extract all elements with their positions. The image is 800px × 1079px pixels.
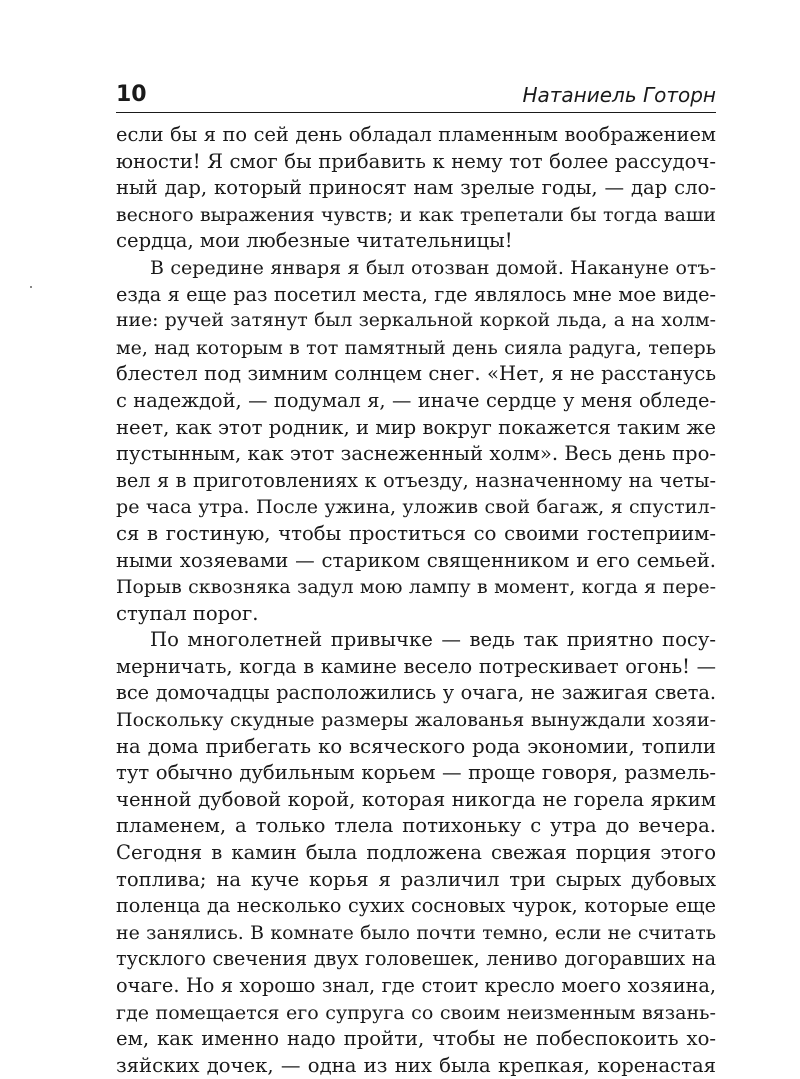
text-line: мерничать, когда в камине весело потрескивает огонь! —: [116, 654, 716, 678]
text-line: Сегодня в камин была подложена свежая порция этого: [116, 841, 716, 865]
text-line: По многолетней привычке — ведь так приятно посу-: [150, 628, 716, 652]
text-line: тусклого свечения двух головешек, лениво догоравших на: [116, 947, 716, 971]
text-line: пустынным, как этот заснеженный холм». Весь день про-: [116, 442, 716, 466]
text-line: зяйских дочек, — одна из них была крепкая, коренастая: [116, 1053, 716, 1077]
text-line: поленца да несколько сухих сосновых чурок, которые еще: [116, 894, 716, 918]
margin-speck: [30, 286, 32, 288]
text-line: Поскольку скудные размеры жалованья вынуждали хозяи-: [116, 709, 716, 732]
text-line: ем, как именно надо пройти, чтобы не побеспокоить хо-: [116, 1027, 716, 1051]
text-line: езда я еще раз посетил места, где являлось мне мое виде-: [116, 282, 716, 306]
text-line: пламенем, а только тлела потихоньку с утра до вечера.: [116, 814, 716, 838]
text-line: ме, над которым в тот памятный день сияла радуга, теперь: [116, 336, 716, 359]
text-line: вел я в приготовлениях к отъезду, назначенному на четы-: [116, 468, 716, 492]
text-line: тут обычно дубильным корьем — проще говоря, размель-: [116, 761, 716, 785]
page-body: [116, 122, 716, 1079]
text-line: где помещается его супруга со своим неизменным вязань-: [116, 1001, 716, 1024]
page-number: 10: [116, 82, 147, 107]
text-line: с надеждой, — подумал я, — иначе сердце у меня обледе-: [116, 388, 716, 412]
text-line: ние: ручей затянут был зеркальной коркой льда, а на холм-: [116, 310, 716, 332]
text-line: блестел под зимним солнцем снег. «Нет, я не расстанусь: [116, 362, 716, 386]
text-line: В середине января я был отозван домой. Накануне отъ-: [150, 256, 716, 279]
page-header: [116, 78, 716, 114]
text-line: юности! Я смог бы прибавить к нему тот более рассудоч-: [116, 149, 716, 173]
text-line: ными хозяевами — стариком священником и его семьей.: [116, 548, 716, 572]
text-line: на дома прибегать ко всяческого рода экономии, топили: [116, 734, 716, 758]
text-line: ся в гостиную, чтобы проститься со своими гостеприим-: [116, 521, 716, 545]
text-line: ченной дубовой корой, которая никогда не горела ярким: [116, 787, 716, 811]
text-line: весного выражения чувств; и как трепетали бы тогда ваши: [116, 203, 716, 226]
text-line: топлива; на куче корья я различил три сырых дубовых: [116, 867, 716, 891]
text-line: очаге. Но я хорошо знал, где стоит кресло моего хозяина,: [116, 974, 716, 997]
header-rule: [116, 112, 716, 113]
text-line: ступал порог.: [116, 601, 259, 625]
text-line: ный дар, который приносят нам зрелые годы, — дар сло-: [116, 176, 716, 200]
text-line: Порыв сквозняка задул мою лампу в момент, когда я пере-: [116, 576, 716, 599]
text-line: сердца, мои любезные читательницы!: [116, 229, 513, 253]
text-line: не занялись. В комнате было почти темно, если не считать: [116, 921, 716, 944]
running-head-author: Натаниель Готорн: [522, 83, 716, 107]
text-line: неет, как этот родник, и мир вокруг покажется таким же: [116, 415, 716, 439]
text-line: если бы я по сей день обладал пламенным воображением: [116, 123, 716, 146]
text-line: все домочадцы расположились у очага, не зажигая света.: [116, 681, 716, 705]
text-line: ре часа утра. После ужина, уложив свой багаж, я спустил-: [116, 496, 716, 519]
